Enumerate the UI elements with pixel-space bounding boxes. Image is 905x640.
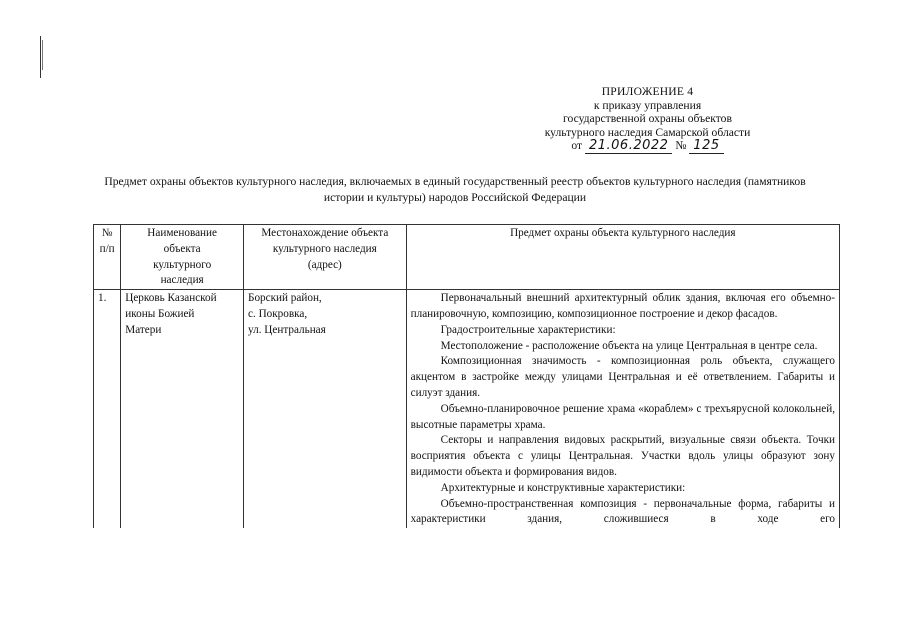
margin-mark bbox=[40, 36, 41, 78]
subject-paragraph: Объемно-пространственная композиция - первоначальные форма, габариты и характеристики здания, сложившиеся в ходе его bbox=[410, 497, 835, 526]
row-protection-subject bbox=[406, 290, 839, 528]
subject-paragraph: Секторы и направления видовых раскрытий, визуальные связи объекта. Точки восприятия объекта с улицы Центральная. Участки вдоль улицы образуют зону видимости объекта и формирования видов. bbox=[410, 434, 835, 478]
protection-table bbox=[93, 224, 840, 528]
header-location: Местонахождение объекта культурного наследия (адрес) bbox=[244, 225, 407, 290]
subject-paragraph: Градостроительные характеристики: bbox=[440, 323, 616, 336]
header-name: Наименование объекта культурного наследия bbox=[121, 225, 244, 290]
header-subject: Предмет охраны объекта культурного наследия bbox=[406, 225, 839, 290]
appendix-title: ПРИЛОЖЕНИЕ 4 bbox=[601, 85, 694, 98]
appendix-line-1: к приказу управления bbox=[593, 98, 702, 112]
subject-paragraph: Первоначальный внешний архитектурный облик здания, включая его объемно-планировочную, композицию, композиционное построение и декор фасадов. bbox=[410, 292, 835, 320]
appendix-line-2: государственной охраны объектов bbox=[563, 112, 732, 125]
subject-paragraph: Архитектурные и конструктивные характеристики: bbox=[440, 481, 686, 494]
table-header-row bbox=[94, 225, 840, 290]
row-object-name: Церковь Казанской иконы Божией Матери bbox=[121, 290, 244, 528]
header-num: № п/п bbox=[94, 225, 121, 290]
table-row bbox=[94, 290, 840, 528]
subject-paragraph: Композиционная значимость - композиционная роль объекта, служащего акцентом в застройке между улицами Центральная и её ответвлением. Габариты и силуэт здания. bbox=[410, 355, 835, 399]
appendix-date-line bbox=[520, 139, 775, 153]
row-location: Борский район, с. Покровка, ул. Центральная bbox=[244, 290, 407, 528]
handwritten-date: 21.06.2022 bbox=[585, 138, 672, 154]
subject-paragraph: Местоположение - расположение объекта на улице Центральная в центре села. bbox=[440, 339, 818, 352]
date-prefix: от bbox=[571, 139, 583, 152]
appendix-header bbox=[520, 85, 775, 153]
margin-mark-secondary bbox=[42, 40, 43, 70]
subject-paragraph: Объемно-планировочное решение храма «кораблем» с трехъярусной колокольней, высотные параметры храма. bbox=[410, 402, 835, 431]
document-heading: Предмет охраны объектов культурного наследия, включаемых в единый государственный реестр объектов культурного наследия (памятников истории и культуры) народов Российской Федерации bbox=[104, 175, 806, 204]
row-num: 1. bbox=[94, 290, 121, 528]
number-prefix: № bbox=[675, 139, 687, 152]
handwritten-number: 125 bbox=[689, 138, 723, 154]
appendix-line-3: культурного наследия Самарской области bbox=[544, 125, 751, 139]
